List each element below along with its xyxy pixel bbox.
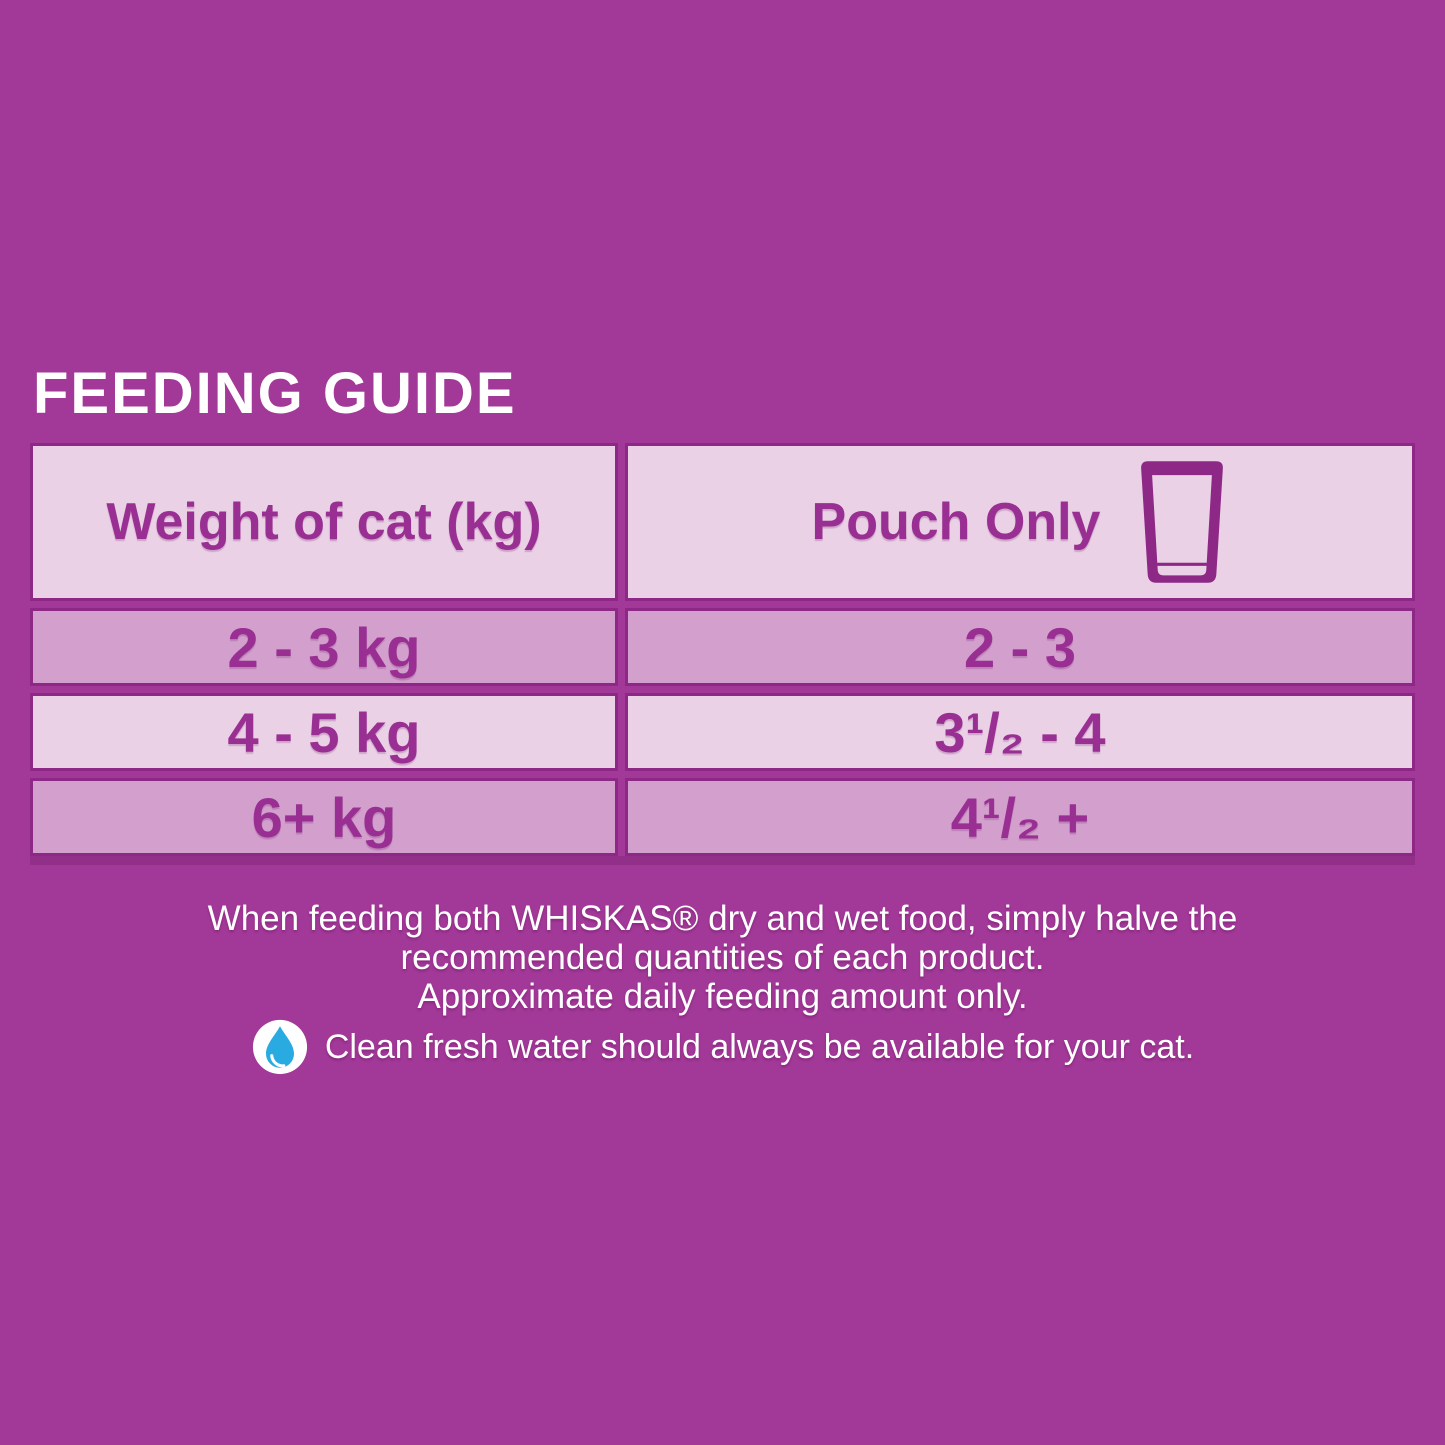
header-pouch-only <box>625 443 1415 601</box>
note-line-3: Approximate daily feeding amount only. <box>417 977 1028 1016</box>
page-title: FEEDING GUIDE <box>33 361 517 426</box>
table-row-3-pouches <box>625 778 1415 856</box>
header-pouch-label: Pouch Only <box>811 493 1101 551</box>
table-row-2-weight <box>30 693 618 771</box>
pouch-value: 2 - 3 <box>963 615 1077 679</box>
weight-value: 6+ kg <box>251 785 397 849</box>
note-line-2: recommended quantities of each product. <box>400 938 1045 977</box>
weight-value: 4 - 5 kg <box>227 700 421 764</box>
water-note-row <box>0 1018 1445 1076</box>
pouch-value: 3¹/₂ - 4 <box>934 700 1106 764</box>
header-weight-of-cat <box>30 443 618 601</box>
pouch-icon <box>1136 456 1228 588</box>
feeding-notes <box>0 899 1445 1016</box>
water-note-text: Clean fresh water should always be available for your cat. <box>324 1027 1195 1066</box>
feeding-table <box>30 443 1415 856</box>
note-line-1: When feeding both WHISKAS® dry and wet food, simply halve the <box>207 899 1238 938</box>
water-drop-icon <box>251 1018 309 1076</box>
pouch-value: 4¹/₂ + <box>950 785 1090 849</box>
table-row-1-pouches <box>625 608 1415 686</box>
header-weight-label: Weight of cat (kg) <box>106 493 542 551</box>
table-row-2-pouches <box>625 693 1415 771</box>
table-row-1-weight <box>30 608 618 686</box>
weight-value: 2 - 3 kg <box>227 615 421 679</box>
table-row-3-weight <box>30 778 618 856</box>
